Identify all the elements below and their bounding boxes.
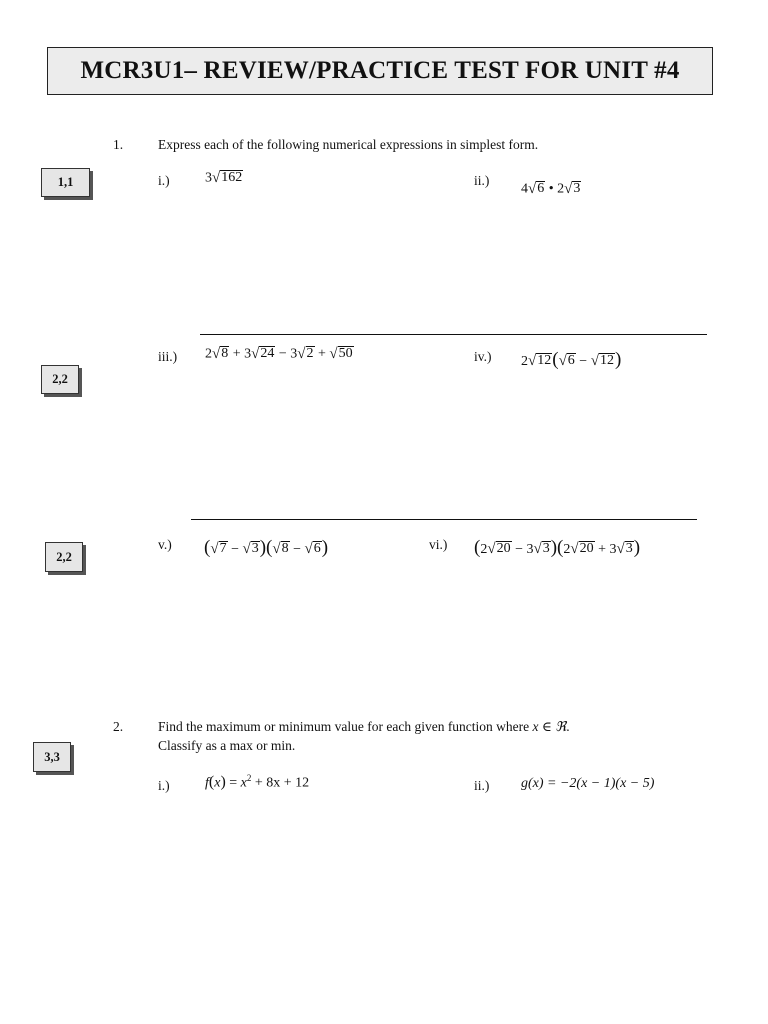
coefficient: 3 [244, 346, 252, 362]
operator: − [231, 542, 239, 557]
question-instruction: Express each of the following numerical expressions in simplest form. [158, 137, 539, 152]
divider-line [191, 519, 697, 520]
math-expression [521, 181, 581, 198]
coefficient: 3 [609, 542, 617, 557]
coefficient: 2 [480, 542, 488, 557]
radical: √ 3 [564, 180, 581, 197]
close-paren: ) [220, 773, 226, 791]
open-paren: ( [204, 537, 211, 558]
part-label: i.) [158, 173, 170, 188]
score-box: 3,3 [33, 742, 71, 772]
radicand: 6 [537, 181, 545, 196]
exponent: 2 [246, 773, 252, 783]
close-paren: ) [614, 349, 622, 370]
coefficient: 2 [521, 354, 528, 369]
radical: √ 20 [570, 541, 594, 557]
expression-tail: + 8x + 12 [251, 775, 310, 791]
score-box: 2,2 [41, 365, 79, 394]
radical: √ 3 [533, 541, 550, 557]
function-name: f [205, 775, 209, 791]
open-paren: ( [208, 773, 215, 791]
radicand: 162 [221, 170, 243, 185]
operator: + [318, 346, 326, 362]
part-label: ii.) [474, 173, 490, 188]
question-instruction [158, 719, 570, 735]
math-expression [521, 350, 621, 370]
radicand: 50 [338, 346, 353, 361]
coefficient: 2 [563, 542, 571, 557]
radicand: 2 [306, 346, 314, 361]
instruction-text: . [566, 719, 570, 734]
radicand: 8 [281, 541, 289, 557]
radicand: 20 [579, 541, 594, 557]
math-expression [205, 773, 309, 792]
radical: √ 12 [590, 353, 614, 369]
coefficient: 3 [290, 346, 298, 362]
radical: √ 8 [272, 541, 289, 557]
operator: − [515, 542, 523, 557]
math-expression [204, 538, 328, 558]
radical: √ 3 [242, 541, 259, 557]
divider-line [200, 334, 707, 335]
question-number: 2. [113, 719, 124, 734]
open-paren: ( [552, 349, 559, 370]
radical: √ 162 [212, 169, 243, 186]
radicand: 12 [537, 353, 552, 369]
operator: − [579, 354, 588, 369]
radical: √ 3 [616, 541, 633, 557]
part-label: vi.) [429, 537, 448, 552]
math-expression: g(x) = −2(x − 1)(x − 5) [521, 776, 655, 791]
coefficient: 3 [526, 542, 534, 557]
variable: x [214, 775, 221, 791]
question-number: 1. [113, 137, 124, 152]
operator: + [232, 346, 241, 362]
radicand: 12 [599, 353, 614, 369]
radical: √ 20 [487, 541, 511, 557]
score-box: 2,2 [45, 542, 83, 572]
math-expression [474, 538, 640, 558]
title-box [47, 47, 713, 95]
operator: − [293, 542, 301, 557]
open-paren: ( [266, 537, 273, 558]
operator: = [229, 775, 238, 791]
coefficient: 2 [205, 346, 212, 362]
close-paren: ) [550, 537, 558, 558]
math-expression [205, 170, 243, 187]
radical: √ 2 [297, 345, 314, 362]
open-paren: ( [557, 537, 564, 558]
radical: √ 7 [210, 541, 227, 557]
radicand: 3 [625, 541, 633, 557]
operator: + [598, 542, 606, 557]
score-box: 1,1 [41, 168, 90, 197]
radical: √ 12 [528, 353, 552, 369]
radical: √ 50 [329, 345, 353, 362]
radicand: 6 [567, 353, 575, 369]
operator: • [548, 181, 554, 197]
coefficient: 2 [557, 181, 565, 197]
radicand: 24 [260, 346, 275, 361]
radicand: 8 [221, 346, 229, 361]
instruction-text: Find the maximum or minimum value for each given function where [158, 719, 533, 734]
variable: x [240, 775, 247, 791]
question-instruction-line2: Classify as a max or min. [158, 738, 296, 753]
radicand: 3 [542, 541, 550, 557]
part-label: ii.) [474, 778, 490, 793]
radical: √ 6 [304, 541, 321, 557]
radicand: 3 [573, 181, 581, 196]
part-label: v.) [158, 537, 172, 552]
radical: √ 6 [558, 353, 575, 369]
radicand: 7 [219, 541, 227, 557]
math-inline: x ∈ ℜ [532, 719, 567, 734]
coefficient: 4 [521, 181, 528, 197]
radicand: 3 [251, 541, 259, 557]
page-title: MCR3U1– REVIEW/PRACTICE TEST FOR UNIT #4 [80, 57, 680, 84]
close-paren: ) [321, 537, 329, 558]
radical: √ 24 [251, 345, 275, 362]
part-label: iv.) [474, 349, 492, 364]
radical: √ 8 [212, 345, 229, 362]
part-label: iii.) [158, 349, 178, 364]
open-paren: ( [474, 537, 481, 558]
close-paren: ) [633, 537, 641, 558]
radical: √ 6 [528, 180, 545, 197]
radicand: 20 [496, 541, 511, 557]
operator: − [278, 346, 287, 362]
coefficient: 3 [205, 170, 212, 186]
math-expression [205, 346, 354, 363]
part-label: i.) [158, 778, 170, 793]
radicand: 6 [313, 541, 321, 557]
close-paren: ) [259, 537, 267, 558]
